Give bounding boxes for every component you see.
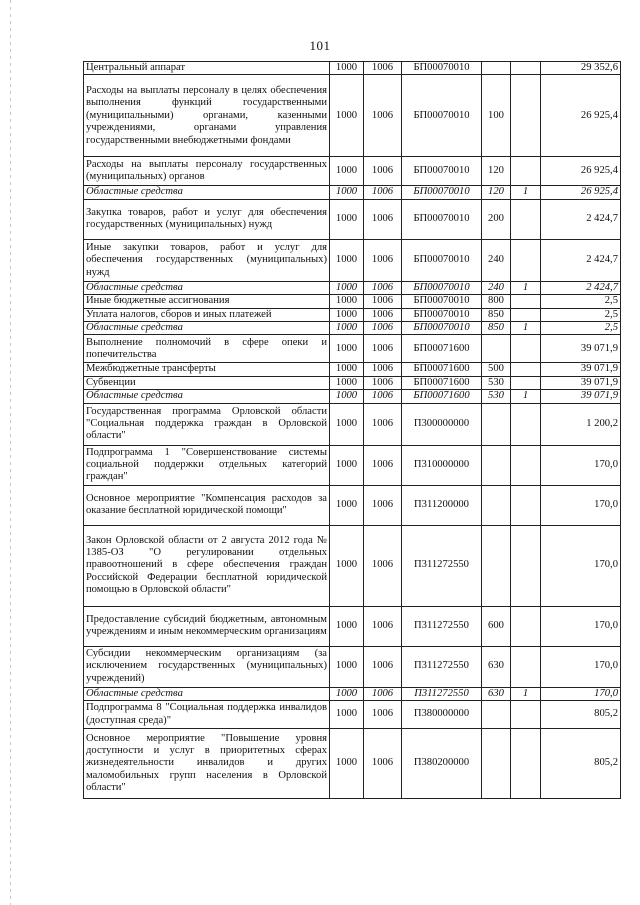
expense-type-code: 530 (482, 376, 511, 389)
section-code: 1000 (330, 485, 364, 525)
amount-cell: 39 071,9 (541, 335, 621, 363)
amount-cell: 2 424,7 (541, 281, 621, 294)
amount-cell: 26 925,4 (541, 75, 621, 157)
budget-table (83, 61, 621, 799)
section-code: 1000 (330, 281, 364, 294)
target-article-code: БП00071600 (402, 376, 482, 389)
table-row (84, 403, 621, 445)
expense-name: Областные средства (84, 687, 330, 700)
table-row (84, 308, 621, 321)
funding-source-code (511, 335, 541, 363)
subsection-code: 1006 (364, 403, 402, 445)
expense-type-code: 630 (482, 646, 511, 687)
expense-name: Расходы на выплаты персоналу государственных (муниципальных) органов (84, 157, 330, 186)
funding-source-code (511, 376, 541, 389)
page-number: 101 (309, 38, 331, 53)
table-row (84, 376, 621, 389)
subsection-code: 1006 (364, 308, 402, 321)
expense-name: Уплата налогов, сборов и иных платежей (84, 308, 330, 321)
funding-source-code: 1 (511, 281, 541, 294)
subsection-code: 1006 (364, 295, 402, 308)
target-article-code: БП00070010 (402, 199, 482, 239)
section-code: 1000 (330, 308, 364, 321)
target-article-code: П311272550 (402, 525, 482, 606)
section-code: 1000 (330, 75, 364, 157)
amount-cell: 2,5 (541, 308, 621, 321)
funding-source-code (511, 239, 541, 281)
target-article-code: БП00070010 (402, 308, 482, 321)
table-row (84, 322, 621, 335)
funding-source-code (511, 729, 541, 799)
target-article-code: П380000000 (402, 701, 482, 729)
section-code: 1000 (330, 729, 364, 799)
section-code: 1000 (330, 157, 364, 186)
subsection-code: 1006 (364, 445, 402, 485)
amount-cell: 26 925,4 (541, 157, 621, 186)
section-code: 1000 (330, 199, 364, 239)
table-row (84, 295, 621, 308)
subsection-code: 1006 (364, 376, 402, 389)
section-code: 1000 (330, 295, 364, 308)
amount-cell: 39 071,9 (541, 363, 621, 376)
target-article-code: П311272550 (402, 606, 482, 646)
target-article-code: БП00070010 (402, 62, 482, 75)
amount-cell: 170,0 (541, 525, 621, 606)
expense-type-code: 100 (482, 75, 511, 157)
funding-source-code: 1 (511, 390, 541, 403)
subsection-code: 1006 (364, 363, 402, 376)
subsection-code: 1006 (364, 186, 402, 199)
target-article-code: П311272550 (402, 646, 482, 687)
table-row (84, 363, 621, 376)
amount-cell: 805,2 (541, 701, 621, 729)
expense-name: Субвенции (84, 376, 330, 389)
table-row (84, 281, 621, 294)
section-code: 1000 (330, 646, 364, 687)
section-code: 1000 (330, 186, 364, 199)
expense-type-code: 200 (482, 199, 511, 239)
table-row (84, 75, 621, 157)
expense-type-code (482, 701, 511, 729)
expense-name: Областные средства (84, 186, 330, 199)
subsection-code: 1006 (364, 75, 402, 157)
subsection-code: 1006 (364, 322, 402, 335)
amount-cell: 2,5 (541, 322, 621, 335)
funding-source-code (511, 445, 541, 485)
amount-cell: 2 424,7 (541, 239, 621, 281)
funding-source-code (511, 62, 541, 75)
expense-name: Подпрограмма 1 "Совершенствование системы социальной поддержки отдельных категорий граждан" (84, 445, 330, 485)
funding-source-code (511, 646, 541, 687)
section-code: 1000 (330, 322, 364, 335)
binding-margin-line (10, 0, 11, 905)
subsection-code: 1006 (364, 281, 402, 294)
expense-name: Предоставление субсидий бюджетным, автономным учреждениям и иным некоммерческим организациям (84, 606, 330, 646)
funding-source-code (511, 295, 541, 308)
section-code: 1000 (330, 376, 364, 389)
funding-source-code (511, 308, 541, 321)
target-article-code: БП00070010 (402, 239, 482, 281)
table-row (84, 729, 621, 799)
expense-type-code (482, 729, 511, 799)
expense-type-code: 800 (482, 295, 511, 308)
amount-cell: 2 424,7 (541, 199, 621, 239)
funding-source-code (511, 485, 541, 525)
expense-type-code: 120 (482, 157, 511, 186)
amount-cell: 1 200,2 (541, 403, 621, 445)
amount-cell: 26 925,4 (541, 186, 621, 199)
expense-name: Иные бюджетные ассигнования (84, 295, 330, 308)
section-code: 1000 (330, 239, 364, 281)
funding-source-code: 1 (511, 186, 541, 199)
expense-name: Государственная программа Орловской области "Социальная поддержка граждан в Орловской области" (84, 403, 330, 445)
table-row (84, 62, 621, 75)
expense-type-code: 530 (482, 390, 511, 403)
expense-type-code: 120 (482, 186, 511, 199)
amount-cell: 170,0 (541, 606, 621, 646)
subsection-code: 1006 (364, 62, 402, 75)
expense-type-code: 500 (482, 363, 511, 376)
expense-name: Областные средства (84, 390, 330, 403)
amount-cell: 29 352,6 (541, 62, 621, 75)
subsection-code: 1006 (364, 239, 402, 281)
target-article-code: БП00070010 (402, 281, 482, 294)
expense-name: Центральный аппарат (84, 62, 330, 75)
funding-source-code (511, 606, 541, 646)
expense-name: Межбюджетные трансферты (84, 363, 330, 376)
amount-cell: 805,2 (541, 729, 621, 799)
expense-type-code (482, 62, 511, 75)
section-code: 1000 (330, 390, 364, 403)
subsection-code: 1006 (364, 335, 402, 363)
section-code: 1000 (330, 525, 364, 606)
funding-source-code: 1 (511, 687, 541, 700)
section-code: 1000 (330, 363, 364, 376)
subsection-code: 1006 (364, 525, 402, 606)
expense-name: Основное мероприятие "Компенсация расходов за оказание бесплатной юридической помощи" (84, 485, 330, 525)
section-code: 1000 (330, 335, 364, 363)
amount-cell: 170,0 (541, 485, 621, 525)
funding-source-code (511, 157, 541, 186)
section-code: 1000 (330, 445, 364, 485)
expense-name: Областные средства (84, 322, 330, 335)
table-row (84, 485, 621, 525)
expense-name: Иные закупки товаров, работ и услуг для обеспечения государственных (муниципальных) нужд (84, 239, 330, 281)
amount-cell: 170,0 (541, 445, 621, 485)
subsection-code: 1006 (364, 157, 402, 186)
expense-type-code (482, 485, 511, 525)
funding-source-code (511, 701, 541, 729)
subsection-code: 1006 (364, 485, 402, 525)
section-code: 1000 (330, 62, 364, 75)
subsection-code: 1006 (364, 390, 402, 403)
subsection-code: 1006 (364, 646, 402, 687)
expense-name: Областные средства (84, 281, 330, 294)
section-code: 1000 (330, 687, 364, 700)
table-row (84, 335, 621, 363)
target-article-code: П311272550 (402, 687, 482, 700)
subsection-code: 1006 (364, 199, 402, 239)
target-article-code: П380200000 (402, 729, 482, 799)
amount-cell: 39 071,9 (541, 376, 621, 389)
funding-source-code (511, 199, 541, 239)
expense-name: Основное мероприятие "Повышение уровня доступности и услуг в приоритетных сферах жизнедеятельности инвалидов и других маломобильных групп населения в Орловской области" (84, 729, 330, 799)
table-row (84, 239, 621, 281)
expense-type-code (482, 445, 511, 485)
table-row (84, 687, 621, 700)
table-row (84, 525, 621, 606)
target-article-code: БП00070010 (402, 322, 482, 335)
target-article-code: БП00070010 (402, 157, 482, 186)
subsection-code: 1006 (364, 687, 402, 700)
subsection-code: 1006 (364, 606, 402, 646)
amount-cell: 39 071,9 (541, 390, 621, 403)
expense-type-code: 850 (482, 322, 511, 335)
expense-type-code: 240 (482, 281, 511, 294)
expense-type-code: 600 (482, 606, 511, 646)
amount-cell: 170,0 (541, 687, 621, 700)
target-article-code: БП00070010 (402, 295, 482, 308)
target-article-code: БП00071600 (402, 335, 482, 363)
section-code: 1000 (330, 606, 364, 646)
section-code: 1000 (330, 403, 364, 445)
expense-name: Закон Орловской области от 2 августа 2012 года № 1385-ОЗ "О регулировании отдельных правоотношений в сфере обеспечения граждан Российской Федерации бесплатной юридической помощью в Орловской области" (84, 525, 330, 606)
expense-type-code (482, 525, 511, 606)
funding-source-code (511, 363, 541, 376)
table-row (84, 701, 621, 729)
expense-type-code: 240 (482, 239, 511, 281)
expense-name: Расходы на выплаты персоналу в целях обеспечения выполнения функций государственными (муниципальными) органами, казенными учреждениями, органами управления государственными внебюджетными фондами (84, 75, 330, 157)
expense-name: Закупка товаров, работ и услуг для обеспечения государственных (муниципальных) нужд (84, 199, 330, 239)
target-article-code: П310000000 (402, 445, 482, 485)
funding-source-code: 1 (511, 322, 541, 335)
table-row (84, 157, 621, 186)
expense-type-code: 630 (482, 687, 511, 700)
target-article-code: БП00070010 (402, 186, 482, 199)
amount-cell: 170,0 (541, 646, 621, 687)
target-article-code: БП00070010 (402, 75, 482, 157)
section-code: 1000 (330, 701, 364, 729)
table-row (84, 199, 621, 239)
table-row (84, 606, 621, 646)
expense-name: Подпрограмма 8 "Социальная поддержка инвалидов (доступная среда)" (84, 701, 330, 729)
subsection-code: 1006 (364, 701, 402, 729)
expense-name: Субсидии некоммерческим организациям (за исключением государственных (муниципальных) учреждений) (84, 646, 330, 687)
target-article-code: П300000000 (402, 403, 482, 445)
expense-type-code (482, 335, 511, 363)
expense-name: Выполнение полномочий в сфере опеки и попечительства (84, 335, 330, 363)
expense-type-code (482, 403, 511, 445)
funding-source-code (511, 75, 541, 157)
expense-type-code: 850 (482, 308, 511, 321)
amount-cell: 2,5 (541, 295, 621, 308)
target-article-code: П311200000 (402, 485, 482, 525)
table-row (84, 445, 621, 485)
funding-source-code (511, 403, 541, 445)
table-row (84, 390, 621, 403)
table-row (84, 186, 621, 199)
funding-source-code (511, 525, 541, 606)
subsection-code: 1006 (364, 729, 402, 799)
target-article-code: БП00071600 (402, 363, 482, 376)
target-article-code: БП00071600 (402, 390, 482, 403)
table-row (84, 646, 621, 687)
